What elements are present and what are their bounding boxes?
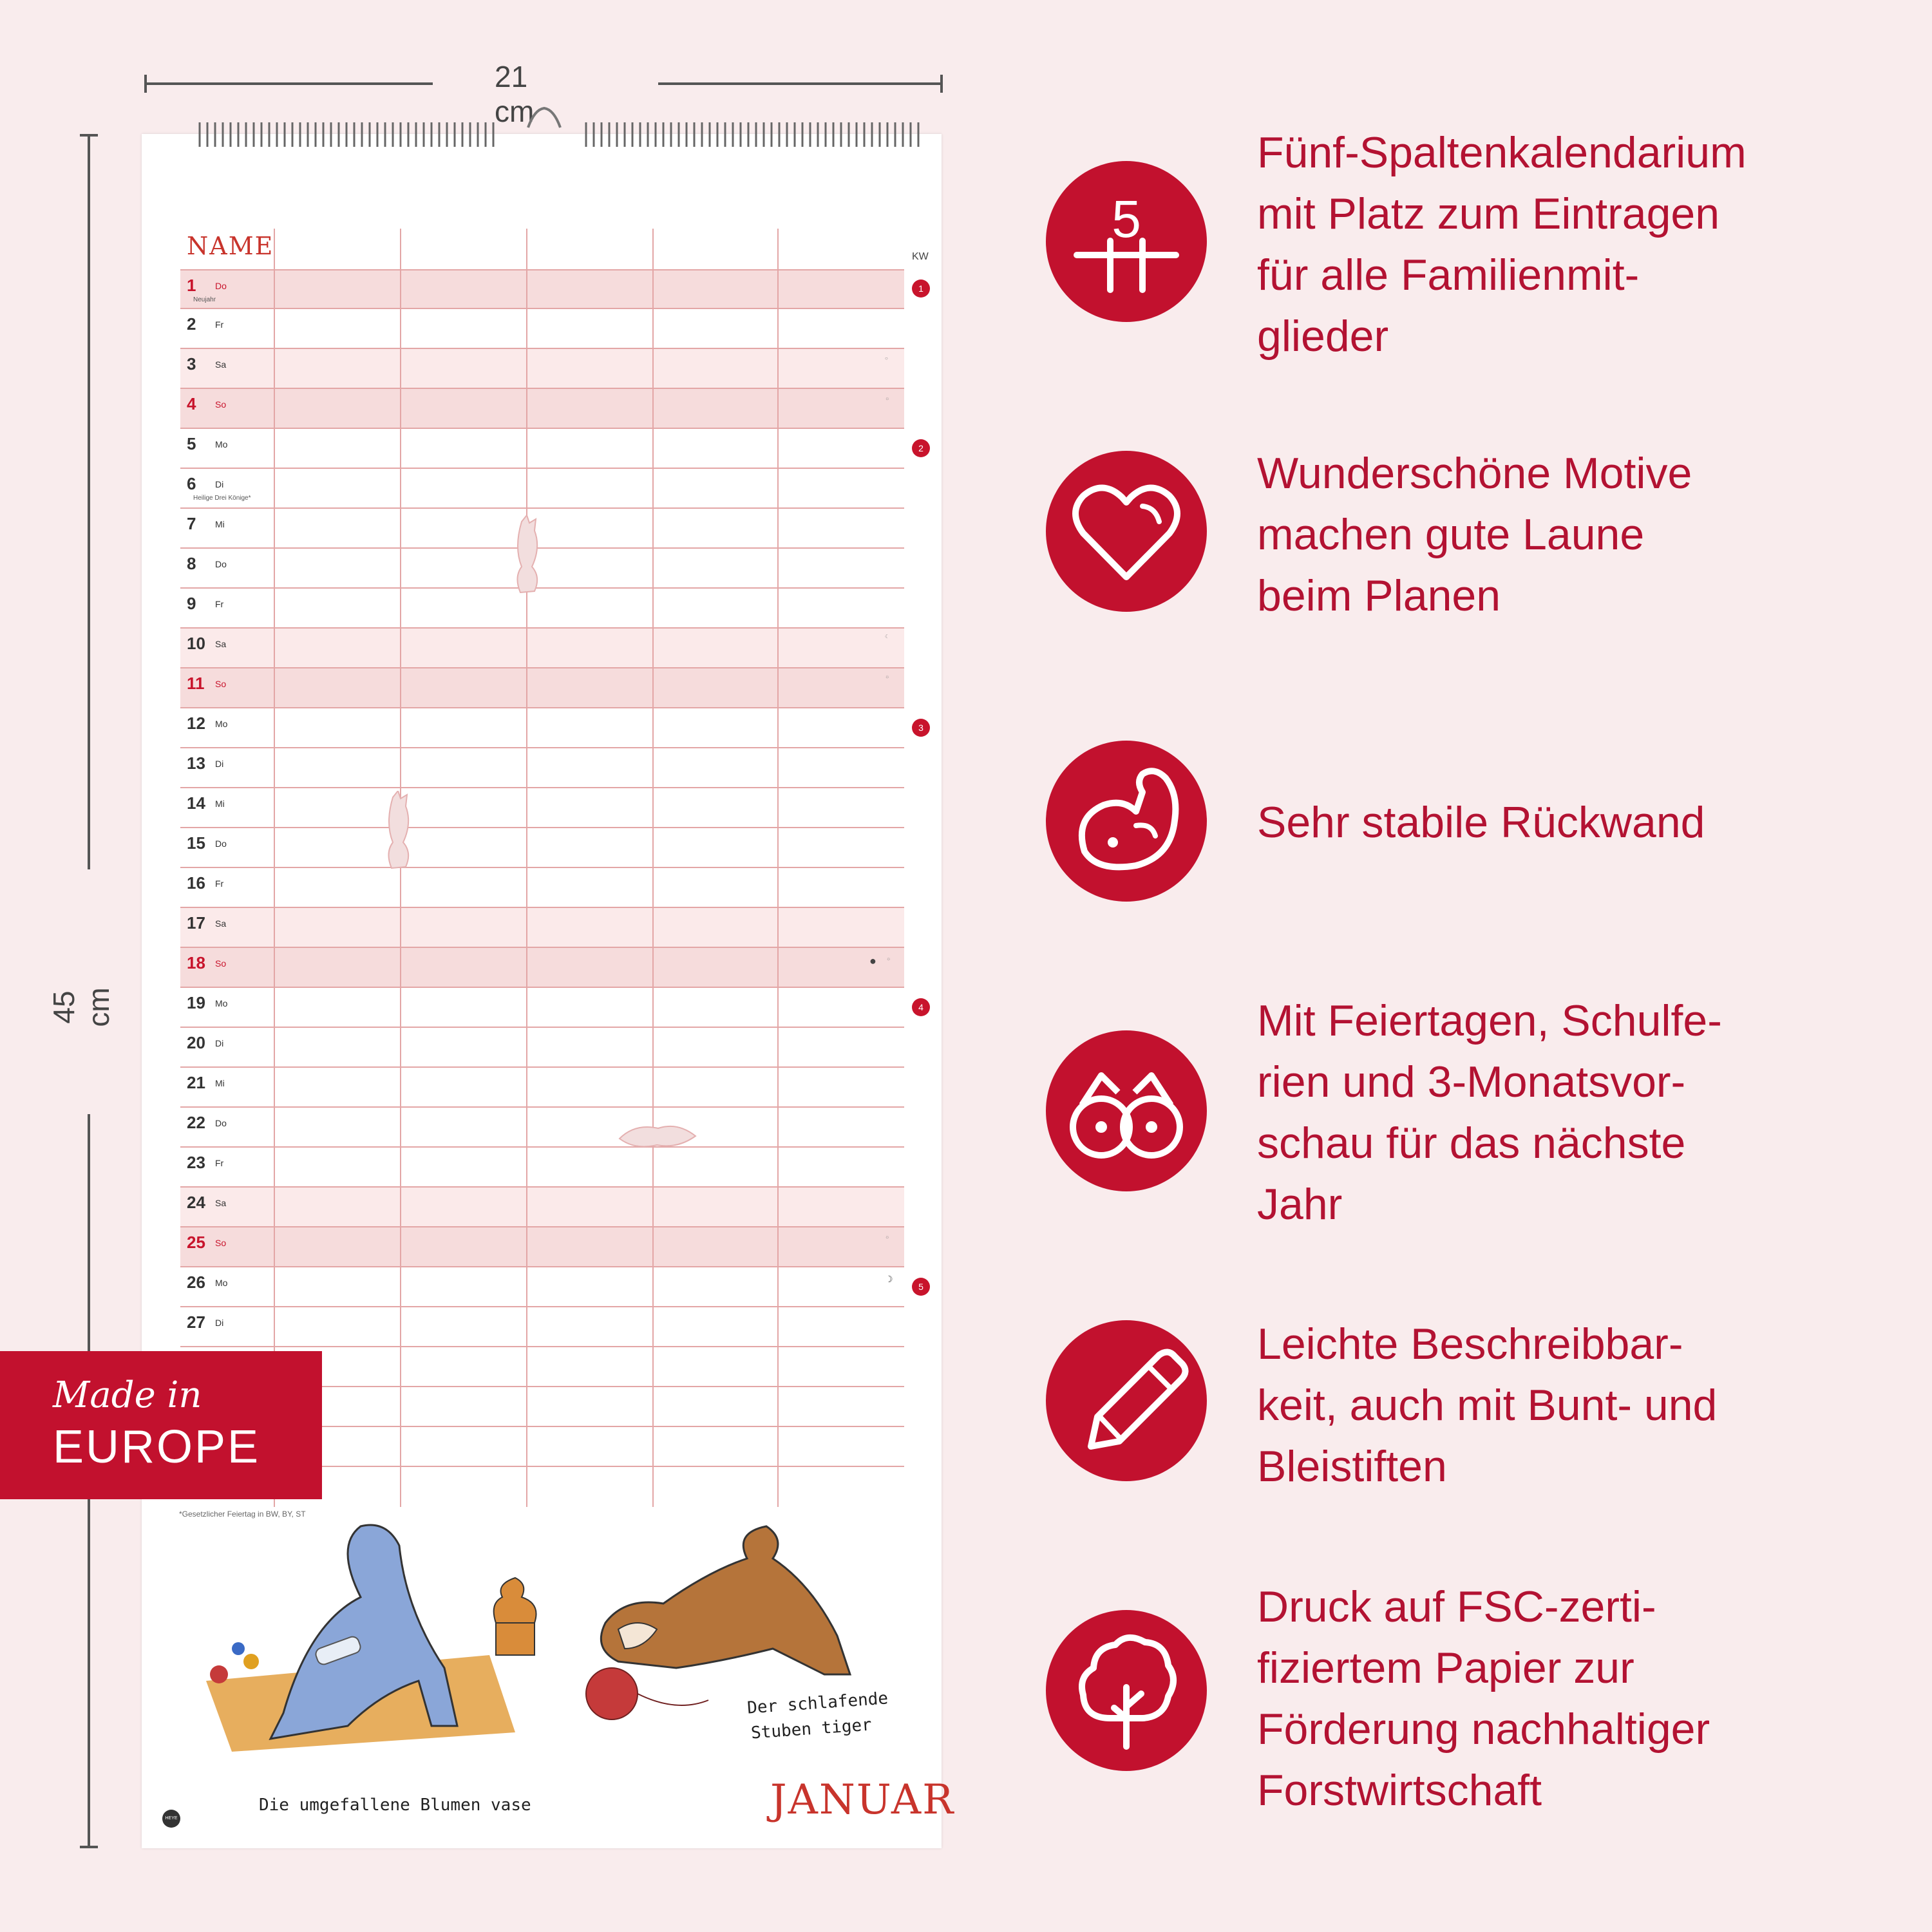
day-number: 24 [187, 1193, 205, 1212]
calendar-week-badge: 1 [912, 279, 930, 298]
day-row[interactable] [180, 1227, 904, 1267]
day-name: So [215, 679, 227, 689]
day-row[interactable] [180, 1068, 904, 1108]
day-row[interactable] [180, 668, 904, 708]
moon-phase-icon: ☾ [885, 634, 890, 639]
day-number: 11 [187, 674, 205, 693]
day-name: Mi [215, 519, 225, 529]
day-row[interactable] [180, 988, 904, 1028]
day-name: Do [215, 559, 227, 569]
day-name: Do [215, 838, 227, 849]
calendar-week-badge: 4 [912, 998, 930, 1016]
day-name: Di [215, 479, 224, 489]
caption-right-line2: Stuben tiger [750, 1715, 873, 1743]
month-title: JANUAR [770, 1776, 955, 1824]
calendar-week-badge: 2 [912, 439, 930, 457]
day-row[interactable] [180, 868, 904, 908]
pencil-icon [1046, 1320, 1207, 1481]
svg-text:5: 5 [1112, 190, 1141, 249]
feature-text: Fünf-Spaltenkalendarium mit Platz zum Eintragen für alle Familienmit- glieder [1257, 128, 1747, 361]
caption-right-line1: Der schlafende [746, 1689, 889, 1718]
day-row[interactable] [180, 788, 904, 828]
day-number: 4 [187, 394, 196, 413]
day-row[interactable] [180, 828, 904, 868]
feature-text: Wunderschöne Motive machen gute Laune beim Planen [1257, 449, 1692, 620]
day-number: 12 [187, 714, 205, 733]
day-row[interactable] [180, 1148, 904, 1188]
footnote: *Gesetzlicher Feiertag in BW, BY, ST [179, 1510, 306, 1519]
day-name: Mo [215, 998, 228, 1009]
day-number: 14 [187, 793, 205, 813]
day-row[interactable] [180, 429, 904, 469]
moon-phase-icon: ○ [885, 355, 888, 361]
publisher-logo: HEYE [162, 1810, 180, 1828]
day-row[interactable] [180, 269, 904, 309]
day-number: 18 [187, 953, 205, 972]
day-number: 21 [187, 1073, 205, 1092]
day-name: Sa [215, 918, 227, 929]
day-row[interactable] [180, 708, 904, 748]
binoculars-icon [1046, 1030, 1207, 1191]
day-row[interactable] [180, 748, 904, 788]
day-number: 23 [187, 1153, 205, 1172]
day-number: 16 [187, 873, 205, 893]
five-columns-icon [1046, 161, 1207, 322]
day-name: Di [215, 759, 224, 769]
day-number: 15 [187, 833, 205, 853]
day-name: Fr [215, 599, 224, 609]
day-number: 19 [187, 993, 205, 1012]
feature-icon-circle [1046, 1030, 1207, 1191]
day-name: Fr [215, 319, 224, 330]
holiday-label: Heilige Drei Könige* [193, 495, 251, 502]
cat-doodle [616, 1119, 699, 1151]
day-number: 20 [187, 1033, 205, 1052]
day-number: 5 [187, 434, 196, 453]
day-name: Mo [215, 719, 228, 729]
day-row[interactable] [180, 629, 904, 668]
day-name: So [215, 1238, 227, 1248]
width-label: 21 cm [495, 60, 535, 128]
day-name: Do [215, 1118, 227, 1128]
day-number: 22 [187, 1113, 205, 1132]
day-name: Di [215, 1318, 224, 1328]
day-row[interactable] [180, 948, 904, 988]
day-row[interactable] [180, 1028, 904, 1068]
day-row[interactable] [180, 1267, 904, 1307]
feature-icon-circle [1046, 1320, 1207, 1481]
day-row[interactable] [180, 908, 904, 948]
day-name: So [215, 399, 227, 410]
day-row[interactable] [180, 389, 904, 429]
sun-icon: ☼ [885, 674, 890, 679]
cat-doodle [374, 791, 425, 875]
day-number: 10 [187, 634, 205, 653]
feature-icon-circle [1046, 741, 1207, 902]
day-number: 6 [187, 474, 196, 493]
day-number: 8 [187, 554, 196, 573]
made-in-label: Made in [53, 1374, 202, 1416]
cat-doodle [502, 515, 554, 599]
day-number: 17 [187, 913, 205, 933]
feature-icon-circle [1046, 1610, 1207, 1771]
made-in-europe-badge [0, 1351, 322, 1499]
day-row[interactable] [180, 1188, 904, 1227]
day-row[interactable] [180, 349, 904, 389]
day-number: 3 [187, 354, 196, 374]
height-label: 45 cm [47, 987, 115, 1027]
day-number: 26 [187, 1273, 205, 1292]
day-name: Do [215, 281, 227, 291]
calendar-week-badge: 5 [912, 1278, 930, 1296]
calendar-week-badge: 3 [912, 719, 930, 737]
day-row[interactable] [180, 309, 904, 349]
day-row[interactable] [180, 1108, 904, 1148]
day-number: 2 [187, 314, 196, 334]
day-number: 27 [187, 1312, 205, 1332]
kw-header: KW [912, 251, 929, 262]
day-name: Di [215, 1038, 224, 1048]
day-name: Mo [215, 1278, 228, 1288]
moon-phase-icon: ☽ [885, 1274, 893, 1284]
europe-label: EUROPE [53, 1421, 261, 1473]
name-column-header: NAME [187, 232, 274, 260]
sun-icon: ☼ [885, 1234, 890, 1240]
day-name: Sa [215, 639, 227, 649]
day-row[interactable] [180, 469, 904, 509]
day-name: Mi [215, 799, 225, 809]
feature-icon-circle [1046, 161, 1207, 322]
heart-icon [1046, 451, 1207, 612]
feature-icon-circle [1046, 451, 1207, 612]
day-number: 9 [187, 594, 196, 613]
day-name: Fr [215, 1158, 224, 1168]
day-name: Sa [215, 1198, 227, 1208]
feature-text: Mit Feiertagen, Schulfe- rien und 3-Monatsvor- schau für das nächste Jahr [1257, 996, 1722, 1229]
day-number: 13 [187, 753, 205, 773]
day-number: 7 [187, 514, 196, 533]
moon-phase-icon: ● [869, 954, 876, 967]
caption-left: Die umgefallene Blumen vase [259, 1795, 531, 1815]
feature-text: Sehr stabile Rückwand [1257, 798, 1705, 847]
sun-icon: ☼ [886, 956, 891, 961]
day-name: Mi [215, 1078, 225, 1088]
strong-arm-icon [1046, 741, 1207, 902]
day-number: 1 [187, 276, 196, 295]
tree-icon [1046, 1610, 1207, 1771]
feature-text: Druck auf FSC-zerti- fiziertem Papier zur Förderung nachhaltiger Forstwirtschaft [1257, 1582, 1710, 1815]
day-name: So [215, 958, 227, 969]
spiral-binding [193, 97, 927, 148]
sun-icon: ☼ [885, 395, 890, 401]
cat-yoga-illustration [193, 1520, 580, 1765]
day-name: Mo [215, 439, 228, 450]
day-name: Fr [215, 878, 224, 889]
feature-text: Leichte Beschreibbar- keit, auch mit Bunt- und Bleistiften [1257, 1320, 1718, 1491]
holiday-label: Neujahr [193, 296, 216, 303]
day-number: 25 [187, 1233, 205, 1252]
day-name: Sa [215, 359, 227, 370]
